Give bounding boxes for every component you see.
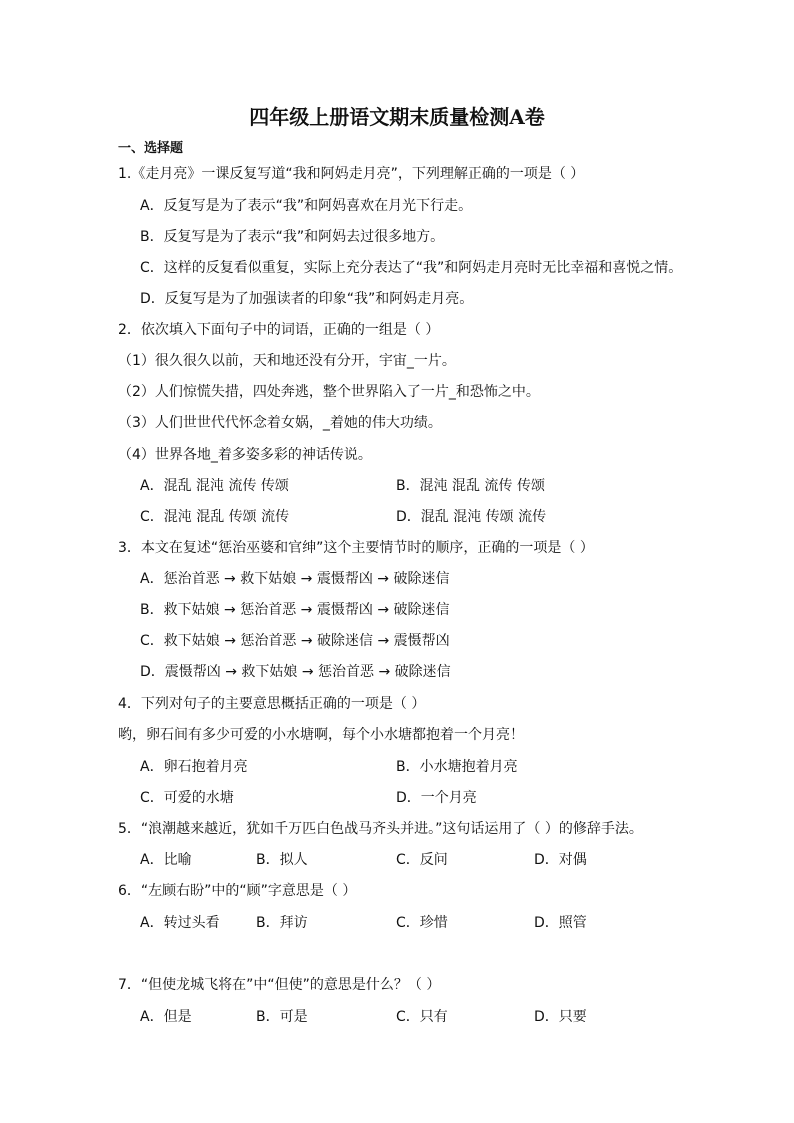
question-4-option-d: D．一个月亮 xyxy=(396,790,477,806)
question-7-option-d: D．只要 xyxy=(534,1009,587,1025)
question-1-option-d: D．反复写是为了加强读者的印象“我”和阿妈走月亮。 xyxy=(140,291,474,307)
question-2-option-c: C．混沌 混乱 传颂 流传 xyxy=(140,509,290,525)
question-3-option-d: D．震慑帮凶 → 救下姑娘 → 惩治首恶 → 破除迷信 xyxy=(140,664,451,680)
question-2-option-b: B．混沌 混乱 流传 传颂 xyxy=(396,478,545,494)
question-2-stem: 2．依次填入下面句子中的词语，正确的一组是（ ） xyxy=(118,322,440,338)
question-6-stem: 6．“左顾右盼”中的“顾”字意思是（ ） xyxy=(118,883,357,899)
question-3-stem: 3．本文在复述“惩治巫婆和官绅”这个主要情节时的顺序，正确的一项是（ ） xyxy=(118,540,594,556)
question-5-option-a: A．比喻 xyxy=(140,852,192,868)
question-5-option-d: D．对偶 xyxy=(534,852,587,868)
question-6-option-c: C．珍惜 xyxy=(396,915,448,931)
question-4-stem: 4．下列对句子的主要意思概括正确的一项是（ ） xyxy=(118,696,426,712)
question-3-option-c: C．救下姑娘 → 惩治首恶 → 破除迷信 → 震慑帮凶 xyxy=(140,633,450,649)
question-7-option-a: A．但是 xyxy=(140,1009,192,1025)
question-1-option-a: A．反复写是为了表示“我”和阿妈喜欢在月光下行走。 xyxy=(140,198,473,214)
question-5-option-b: B．拟人 xyxy=(256,852,308,868)
question-4-option-b: B．小水塘抱着月亮 xyxy=(396,759,518,775)
question-6-option-b: B．拜访 xyxy=(256,915,308,931)
question-2-sentence-4: （4）世界各地_着多姿多彩的神话传说。 xyxy=(118,447,372,463)
question-2-sentence-2: （2）人们惊慌失措，四处奔逃，整个世界陷入了一片_和恐怖之中。 xyxy=(118,384,540,400)
question-2-option-d: D．混乱 混沌 传颂 流传 xyxy=(396,509,547,525)
question-6-option-a: A．转过头看 xyxy=(140,915,220,931)
question-4-option-c: C．可爱的水塘 xyxy=(140,790,234,806)
question-1-option-c: C．这样的反复看似重复，实际上充分表达了“我”和阿妈走月亮时无比幸福和喜悦之情。 xyxy=(140,260,683,276)
question-3-option-a: A．惩治首恶 → 救下姑娘 → 震慑帮凶 → 破除迷信 xyxy=(140,571,450,587)
question-4-option-a: A．卵石抱着月亮 xyxy=(140,759,248,775)
section-heading: 一、选择题 xyxy=(118,141,184,156)
question-5-option-c: C．反问 xyxy=(396,852,448,868)
question-1-stem: 1.《走月亮》一课反复写道“我和阿妈走月亮”，下列理解正确的一项是（ ） xyxy=(118,166,585,182)
question-7-option-c: C．只有 xyxy=(396,1009,448,1025)
question-6-option-d: D．照管 xyxy=(534,915,587,931)
question-7-stem: 7．“但使龙城飞将在”中“但使”的意思是什么？（ ） xyxy=(118,977,441,993)
question-2-option-a: A．混乱 混沌 流传 传颂 xyxy=(140,478,289,494)
question-1-option-b: B．反复写是为了表示“我”和阿妈去过很多地方。 xyxy=(140,229,445,245)
page-title: 四年级上册语文期末质量检测A卷 xyxy=(249,105,545,129)
question-7-option-b: B．可是 xyxy=(256,1009,308,1025)
question-2-sentence-3: （3）人们世世代代怀念着女娲，_着她的伟大功绩。 xyxy=(118,415,442,431)
question-5-stem: 5．“浪潮越来越近，犹如千万匹白色战马齐头并进。”这句话运用了（ ）的修辞手法。 xyxy=(118,821,643,837)
question-2-sentence-1: （1）很久很久以前，天和地还没有分开，宇宙_一片。 xyxy=(118,353,456,369)
question-4-quote: 哟，卵石间有多少可爱的小水塘啊，每个小水塘都抱着一个月亮！ xyxy=(118,727,524,743)
question-3-option-b: B．救下姑娘 → 惩治首恶 → 震慑帮凶 → 破除迷信 xyxy=(140,602,450,618)
